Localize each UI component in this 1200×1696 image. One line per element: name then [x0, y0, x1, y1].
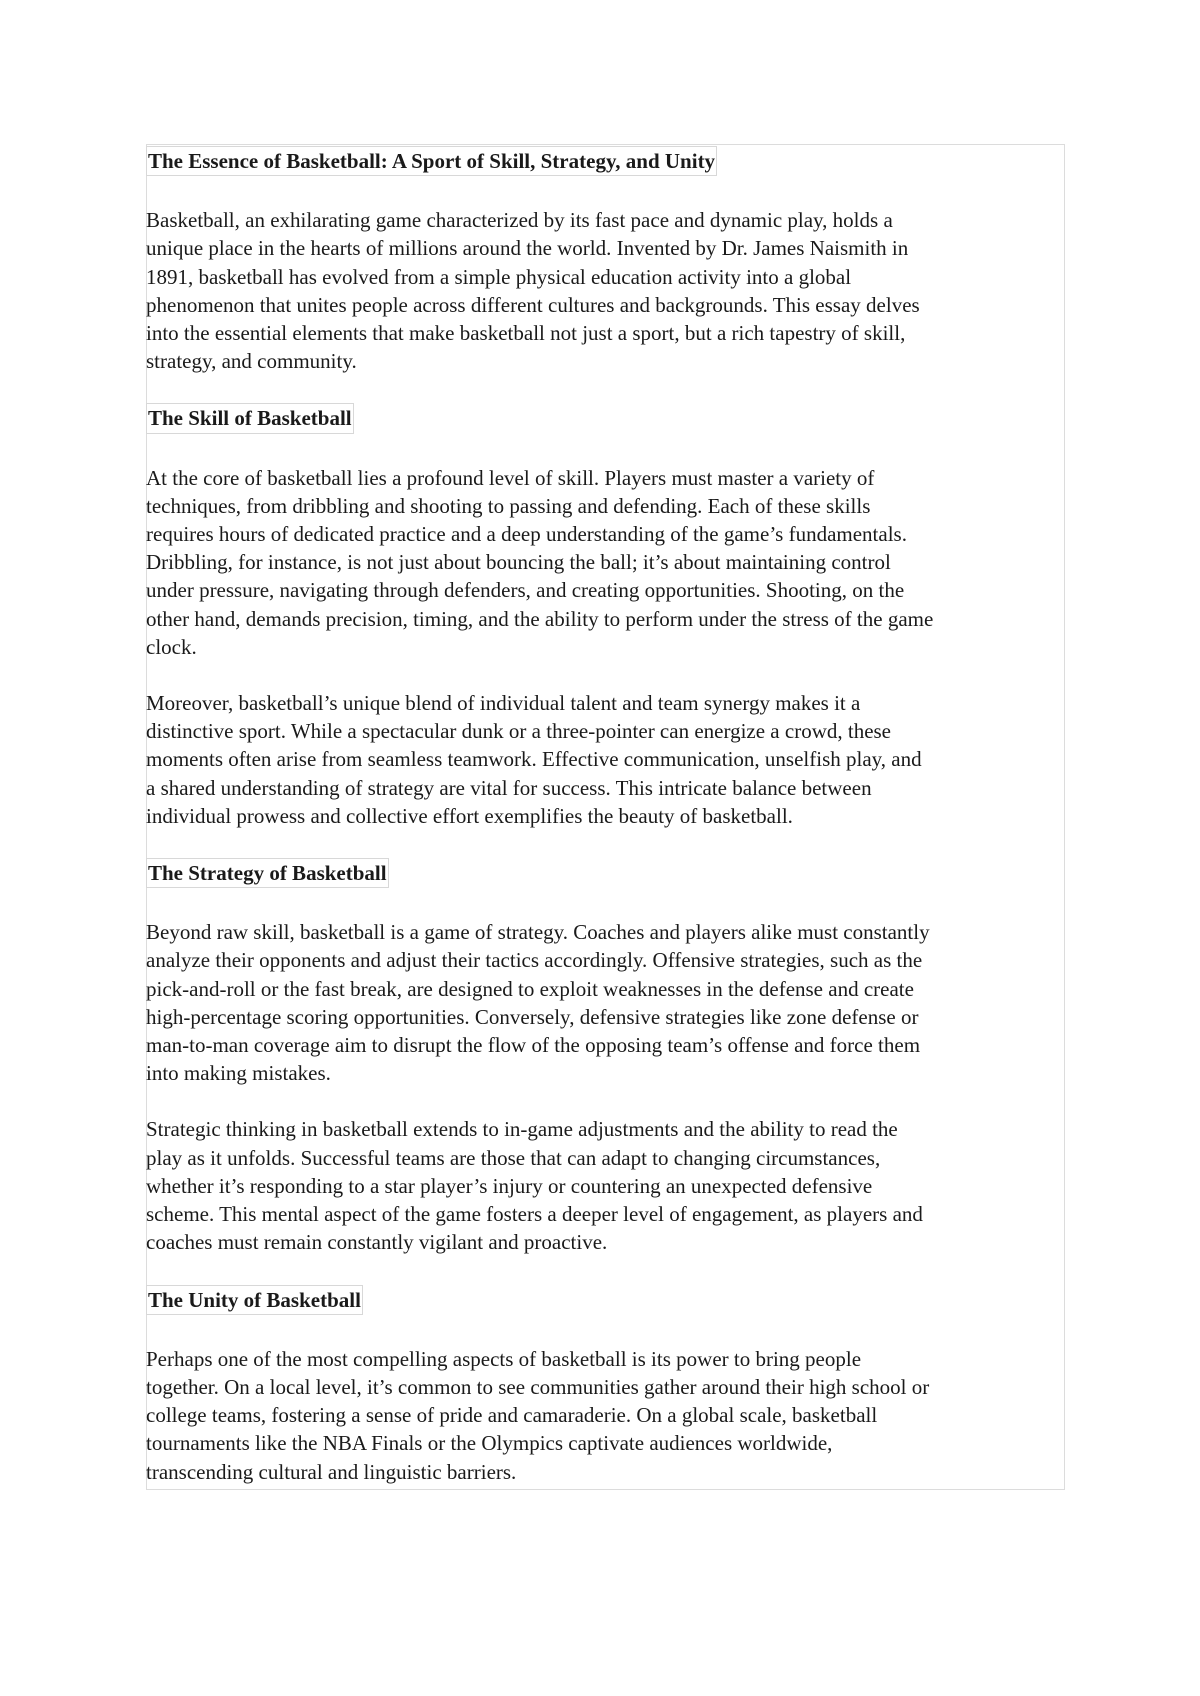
document-body: [146, 146, 1066, 1486]
section-heading-skill: The Skill of Basketball: [146, 403, 354, 433]
document-title: The Essence of Basketball: A Sport of Skill, Strategy, and Unity: [146, 146, 717, 176]
skill-paragraph-1: At the core of basketball lies a profound level of skill. Players must master a variety of techniques, from dribbling and shooting to passing and defending. Each of these skills requires hours of dedicated practice and a deep understanding of the game’s fundamentals. Dribbling, for instance, is not just about bouncing the ball; it’s about maintaining control under pressure, navigating through defenders, and creating opportunities. Shooting, on the other hand, demands precision, timing, and the ability to perform under the stress of the game clock.: [146, 465, 934, 659]
strategy-paragraph-2: Strategic thinking in basketball extends to in-game adjustments and the ability to read the play as it unfolds. Successful teams are those that can adapt to changing circumstances, whether it’s responding to a star player’s injury or countering an unexpected defensive scheme. This mental aspect of the game fosters a deeper level of engagement, as players and coaches must remain constantly vigilant and proactive.: [146, 1117, 923, 1255]
strategy-paragraph-1: Beyond raw skill, basketball is a game of strategy. Coaches and players alike must constantly analyze their opponents and adjust their tactics accordingly. Offensive strategies, such as the pick-and-roll or the fast break, are designed to exploit weaknesses in the defense and create high-percentage scoring opportunities. Conversely, defensive strategies like zone defense or man-to-man coverage aim to disrupt the flow of the opposing team’s offense and force them into making mistakes.: [146, 920, 930, 1086]
section-heading-unity: The Unity of Basketball: [146, 1285, 363, 1315]
unity-paragraph-1: Perhaps one of the most compelling aspects of basketball is its power to bring people together. On a local level, it’s common to see communities gather around their high school or college teams, fostering a sense of pride and camaraderie. On a global scale, basketball tournaments like the NBA Finals or the Olympics captivate audiences worldwide, transcending cultural and linguistic barriers.: [146, 1346, 930, 1484]
section-heading-strategy: The Strategy of Basketball: [146, 858, 389, 888]
skill-paragraph-2: Moreover, basketball’s unique blend of individual talent and team synergy makes it a distinctive sport. While a spectacular dunk or a three-pointer can energize a crowd, these moments often arise from seamless teamwork. Effective communication, unselfish play, and a shared understanding of strategy are vital for success. This intricate balance between individual prowess and collective effort exemplifies the beauty of basketball.: [146, 691, 922, 828]
intro-paragraph: Basketball, an exhilarating game characterized by its fast pace and dynamic play, holds a unique place in the hearts of millions around the world. Invented by Dr. James Naismith in 1891, basketball has evolved from a simple physical education activity into a global phenomenon that unites people across different cultures and backgrounds. This essay delves into the essential elements that make basketball not just a sport, but a rich tapestry of skill, strategy, and community.: [146, 208, 920, 374]
